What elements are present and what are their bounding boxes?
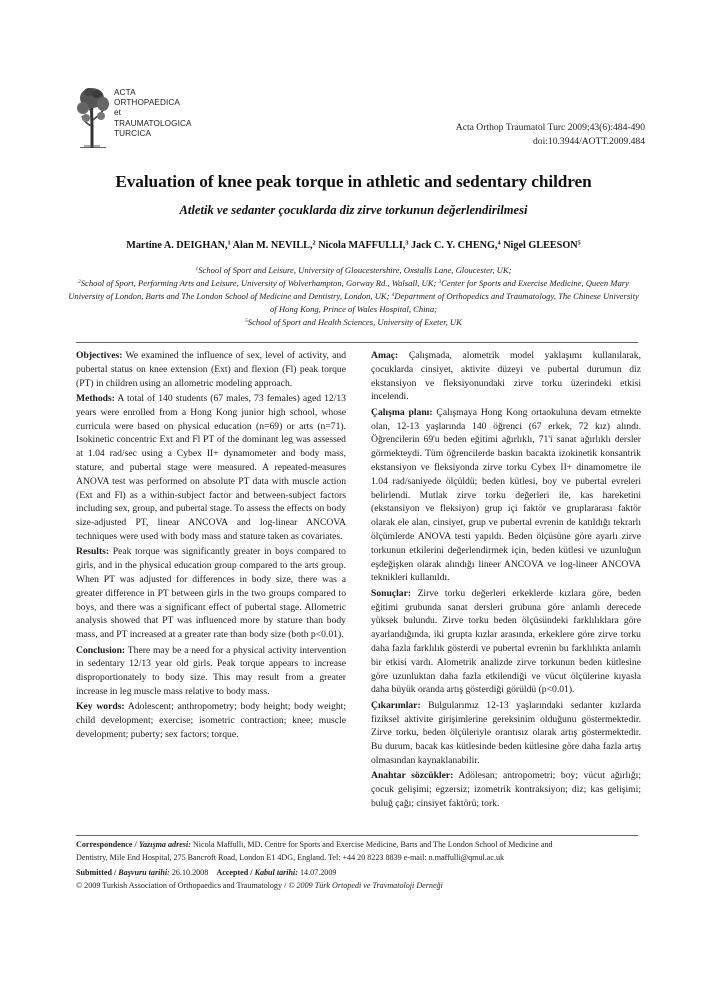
author-list bbox=[40, 240, 667, 251]
author: Nicola MAFFULLI,$^3$ bbox=[318, 239, 409, 251]
plan-section: Çalışma planı: Çalışmaya Hong Kong ortaokuluna devam etmekte olan, 12-13 yaşlarında 140 öğrenci (67 erkek, 72 kız) alındı. Öğrencilerin 69'u beden eğitimi ağırlıklı, 71'i sanat ağırlıklı dersler görmekteydi. Tüm öğrencilerde baskın bacakta izokinetik konsantrik ekstansiyon ve fleksiyonda zirve torku Cybex II+ dinamometre ile 1.04 rad/saniyede ölçüldü; beden kütlesi, boy ve pubertal evreleri belirlendi. Mutlak zirve torku değerleri ile, kas hareketini (ekstansiyon ve fleksiyon) grup içi faktör ve gruplararası faktör olarak ele alan, cinsiyet, grup ve pubertal evrenin de katıldığı tekrarlı ölçümlerde ANOVA testi yapıldı. Beden ölçüsüne göre ayarlı zirve torkunun etkilerini değerlendirmek için, beden kütlesi ve uzunluğun eşdeğişken olarak alındığı lineer ANCOVA ve log-lineer ANCOVA teknikleri kullanıldı. bbox=[371, 406, 641, 584]
anahtar-section: Anahtar sözcükler: Adölesan; antropometri; boy; vücut ağırlığı; çocuk gelişimi; egzersiz; izometrik kontraksiyon; diz; kas gelişimi; buluğ çağı; cinsiyet faktörü; tork. bbox=[371, 770, 641, 809]
citation-block bbox=[456, 121, 645, 149]
sonuclar-section: Sonuçlar: Zirve torku değerleri erkeklerde kızlara göre, beden eğitimi grubunda sanat dersleri grubuna göre anlamlı derecede yüksek bulundu. Zirve torku beden ölçüsündeki farklılıklara göre ayarlandığında, iki grupta kızlar arasında, erkeklere göre zirve torku daha fazla farklılık gösterdi ve pubertal evrenin bu farklılıkta anlamlı bir etkisi vardı. Alometrik analizde zirve torkunun beden kütlesine göre uzunluktan daha fazla etkilendiği ve vücut ölçülerine kıyasla daha büyük oranda artış gösterdiği görüldü (p<0.01). bbox=[371, 587, 641, 696]
doi: doi:10.3944/AOTT.2009.484 bbox=[532, 136, 645, 147]
results-section: Results: Peak torque was significantly greater in boys compared to girls, and in the physical education group compared to the arts group. When PT was adjusted for differences in body size, there was a greater difference in PT between girls in the two groups compared to boys, and there was a significant effect of pubertal stage. Allometric analysis showed that PT was influenced more by stature than body mass, and PT increased at a greater rate than body size (both p<0.01). bbox=[76, 546, 346, 641]
logo-line: TURCICA bbox=[114, 128, 152, 138]
keywords-section: Key words: Adolescent; anthropometry; body height; body weight; child development; exercise; isometric contraction; knee; muscle development; puberty; sex factors; torque. bbox=[76, 701, 346, 740]
author: Nigel GLEESON$^5$ bbox=[503, 239, 581, 251]
tree-logo-icon bbox=[76, 86, 110, 148]
correspondence: Correspondence / Yazışma adresi: Nicola Maffulli, MD. Centre for Sports and Exercise Medicine, Barts and The London School of Medicine and bbox=[76, 840, 553, 849]
divider bbox=[76, 835, 638, 836]
footer bbox=[76, 839, 646, 892]
objectives-section: Objectives: We examined the influence of sex, level of activity, and pubertal status on knee extension (Ext) and flexion (Fl) peak torque (PT) in children using an allometric modeling approach. bbox=[76, 350, 346, 389]
affiliation: $^2$School of Sport, Performing Arts and Leisure, University of Wolverhampton, Gorway Rd., Walsall, UK; bbox=[78, 277, 437, 288]
methods-section: Methods: A total of 140 students (67 males, 73 females) aged 12/13 years were enrolled from a Hong Kong junior high school, whose curricula were based on physical education (n=69) or arts (n=71). Isokinetic concentric Ext and Fl PT of the dominant leg was assessed at 1.04 rad/sec using a Cybex II+ dynamometer and body mass, stature, and pubertal stage were measured. A repeated-measures ANOVA test was performed on absolute PT data with muscle action (Ext and Fl) as a within-subject factor and between-subject factors including sex, group, and pubertal stage. To assess the effects on body size-adjusted PT, linear ANCOVA and log-linear ANCOVA techniques were used with body mass and stature taken as covariates. bbox=[76, 392, 346, 542]
affiliation: $^3$Center for Sports and Exercise Medicine, Queen Mary University of London, Barts and The London School of Medicine and Dentistry, London, UK; bbox=[68, 277, 629, 301]
affiliation: $^1$School of Sport and Leisure, University of Gloucestershire, Oxstalls Lane, Gloucester, UK; bbox=[195, 265, 512, 275]
article-title: Evaluation of knee peak torque in athletic and sedentary children bbox=[115, 172, 592, 191]
journal-logo bbox=[76, 86, 216, 150]
affiliations bbox=[66, 264, 641, 329]
cikarimlar-section: Çıkarımlar: Bulgularımız 12-13 yaşlarındaki sedanter kızlarda fiziksel aktivite girişimlerine gereksinim olduğunu göstermektedir. Zirve torku, beden ölçüleriyle orantısız olarak artış göstermektedir. Bu durum, bacak kas kütlesinde beden kütlesine göre daha fazla artış olmasından kaynaklanabilir. bbox=[371, 699, 641, 766]
article-subtitle: Atletik ve sedanter çocuklarda diz zirve torkunun değerlendirilmesi bbox=[179, 203, 528, 217]
divider bbox=[76, 342, 638, 343]
logo-line: et bbox=[114, 108, 122, 118]
logo-line: TRAUMATOLOGICA bbox=[114, 118, 192, 128]
logo-line: ORTHOPAEDICA bbox=[114, 98, 180, 108]
affiliation: $^5$School of Sport and Health Sciences, University of Exeter, UK bbox=[245, 316, 462, 327]
journal-name bbox=[114, 88, 192, 139]
logo-line: ACTA bbox=[114, 88, 136, 97]
author: Alan M. NEVILL,$^2$ bbox=[232, 239, 316, 251]
conclusion-section: Conclusion: There may be a need for a physical activity intervention in sedentary 12/13 year old girls. Peak torque appears to increase disproportionately to body size. This may result from a greater increase in leg muscle mass relative to body mass. bbox=[76, 644, 347, 697]
affiliation: $^4$Department of Orthopedics and Traumatology, The Chinese University of Hong Kong, Prince of Wales Hospital, China; bbox=[269, 290, 639, 314]
correspondence-address: Dentistry, Mile End Hospital, 275 Bancroft Road, London E1 4DG, England. Tel: +44 20 8223 8839 e-mail: n.maffulli@qmul.ac.uk bbox=[76, 852, 505, 862]
abstract-english bbox=[76, 349, 346, 743]
author: Martine A. DEIGHAN,$^1$ bbox=[126, 239, 231, 251]
author: Jack C. Y. CHENG,$^4$ bbox=[411, 239, 501, 251]
copyright: © 2009 Turkish Association of Orthopaedics and Traumatology / © 2009 Türk Ortopedi ve Travmatoloji Derneği bbox=[76, 880, 443, 890]
citation: Acta Orthop Traumatol Turc 2009;43(6):484-490 bbox=[455, 122, 645, 133]
amac-section: Amaç: Çalışmada, alometrik model yaklaşımı kullanılarak, çocuklarda cinsiyet, aktivite düzeyi ve pubertal durumun diz ekstansiyon ve fleksiyonundaki zirve torku üzerindeki etkisi incelendi. bbox=[371, 350, 642, 403]
abstract-turkish bbox=[371, 349, 641, 812]
dates: Submitted / Başvuru tarihi: 26.10.2008 Accepted / Kabul tarihi: 14.07.2009 bbox=[76, 868, 337, 878]
